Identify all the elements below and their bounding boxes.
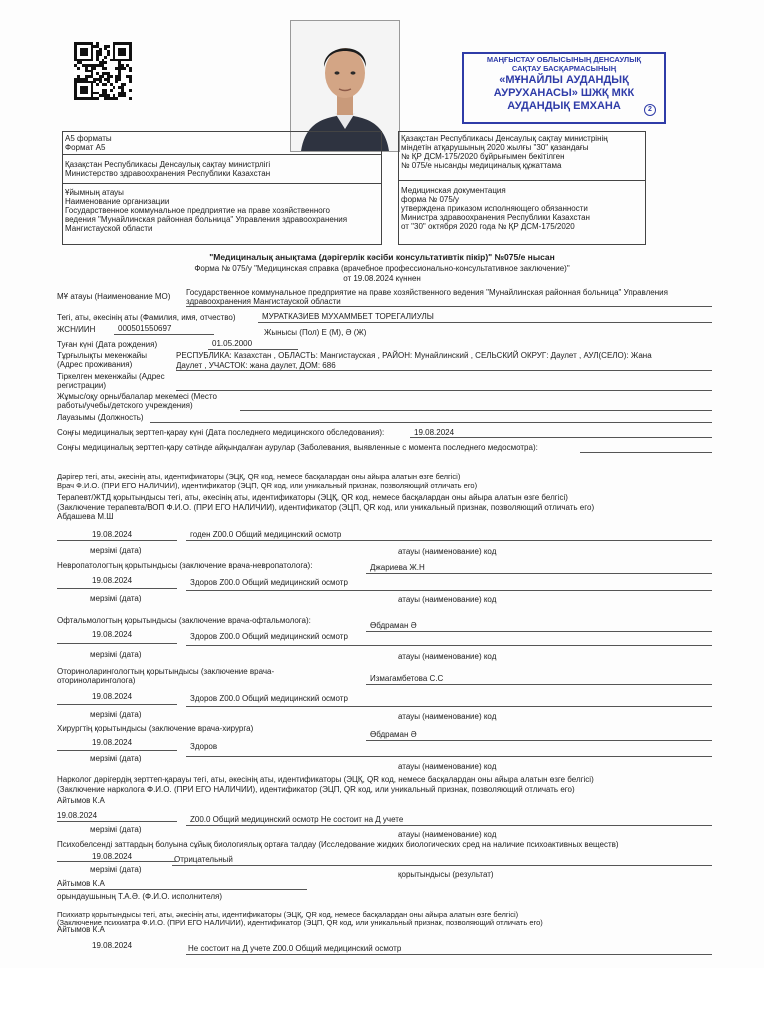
format-ru: Формат А5 [65,143,106,152]
ent-conclusion: Здоров Z00.0 Общий медицинский осмотр [190,694,348,703]
mo-value: Государственное коммунальное предприятие на праве хозяйственного ведения "Мунайлинская районная больница" Управления [186,288,668,297]
therapist-header-ru: (Заключение терапевта/ВОП Ф.И.О. (ПРИ ЕГО НАЛИЧИИ), идентификатор (ЭЦП, QR код, или уникальный признак, позволяющий отличать его) [57,503,595,512]
registration-label: Тіркелген мекенжайы (Адрес [57,372,165,381]
approval-ru: от "30" октября 2020 года № ҚР ДСМ-175/2020 [401,222,575,231]
last-exam-value: 19.08.2024 [414,428,455,437]
approval-ru: форма № 075/у [401,195,460,204]
org-name: Мангистауской области [65,224,153,233]
psychiatrist-name: Айтымов К.А [57,925,105,934]
approval-ru: Медицинская документация [401,186,506,195]
gender-label: Жынысы (Пол) Е (М), Ә (Ж) [264,328,367,337]
dob-label: Туған күні (Дата рождения) [57,340,158,349]
term-label: мерзімі (дата) [90,825,142,834]
approval-ru: Министра здравоохранения Республики Казахстан [401,213,590,222]
psychiatrist-conclusion: Не состоит на Д учете Z00.0 Общий медицинский осмотр [188,944,402,953]
iin-value: 000501550697 [118,324,172,333]
ent-label: Оториноларингологтың қорытындысы (заключение врача- [57,667,275,676]
organization-stamp [462,52,666,124]
code-label: атауы (наименование) код [398,830,497,839]
org-label-ru: Наименование организации [65,197,170,206]
term-label: мерзімі (дата) [90,865,142,874]
term-label: мерзімі (дата) [90,594,142,603]
code-label: атауы (наименование) код [398,595,497,604]
address-label: Тұрғылықты мекенжайы [57,351,147,360]
form-date: от 19.08.2024 күннен [343,274,421,283]
code-label: атауы (наименование) код [398,762,497,771]
org-name: Государственное коммунальное предприятие на праве хозяйственного [65,206,330,215]
iin-label: ЖСН/ИИН [57,325,96,334]
term-label: мерзімі (дата) [90,754,142,763]
work-label: работы/учебы/детского учреждения) [57,401,193,410]
address-label: (Адрес проживания) [57,360,133,369]
stamp-line: МАҢҒЫСТАУ ОБЛЫСЫНЫҢ ДЕНСАУЛЫҚ [486,55,642,64]
stamp-line: АУДАНДЫҚ ЕМХАНА [507,99,621,112]
term-label: мерзімі (дата) [90,710,142,719]
ophthalmologist-date: 19.08.2024 [92,630,133,639]
form-title-kz: "Медициналық анықтама (дәрігерлік кәсіби консультативтік пікір)" №075/е нысан [209,252,555,262]
fio-value: МУРАТКАЗИЕВ МУХАММБЕТ ТОРЕГАЛИУЛЫ [262,312,434,321]
surgeon-label: Хирургтің қорытындысы (заключение врача-хирурга) [57,724,254,733]
ministry-kz: Қазақстан Республикасы Денсаулық сақтау министрлігі [65,160,271,169]
narcologist-conclusion: Z00.0 Общий медицинский осмотр Не состоит на Д учете [190,815,404,824]
approval-kz: № ҚР ДСМ-175/2020 бұйрығымен бекітілген [401,152,565,161]
psychoactive-date: 19.08.2024 [92,852,133,861]
ent-label: оториноларинголога) [57,676,136,685]
performer-name: Айтымов К.А [57,879,105,888]
psychoactive-result: Отрицательный [174,855,233,864]
address-value: Даулет , УЧАСТОК: жана даулет, ДОМ: 686 [176,361,336,370]
stamp-line: АУРУХАНАСЫ» ШЖҚ МКК [493,86,635,99]
therapist-header-kz: Терапевт/ЖТД қорытындысы тегі, аты, әкесінің аты, идентификаторы (ЭЦҚ, QR код, немесе басқалардан оны айыра алатын өзге белгісі) [57,493,568,502]
approval-kz: № 075/е нысанды медициналық құжаттама [401,161,562,170]
stamp-line: САҚТАУ БАСҚАРМАСЫНЫҢ [511,63,617,73]
form-title-ru: Форма № 075/у "Медицинская справка (врачебное профессионально-консультативное заключение)" [194,264,570,273]
narcologist-header-kz: Нарколог дәрігердің зерттеп-қарауы тегі, аты, әкесінің аты, идентификаторы (ЭЦҚ, QR код, немесе басқалардан оны айыра алатын өзге белгісі) [57,775,594,784]
qr-code [74,42,132,100]
ophthalmologist-conclusion: Здоров Z00.0 Общий медицинский осмотр [190,632,348,641]
stamp-number: 2 [644,104,656,116]
code-label: атауы (наименование) код [398,712,497,721]
org-name: ведения "Мунайлинская районная больница" Управления здравоохранения [65,215,348,224]
format-kz: А5 форматы [65,134,112,143]
mo-value: здравоохранения Мангистауской области [186,297,341,306]
therapist-name: Абдашева М.Ш [57,512,114,521]
neurologist-date: 19.08.2024 [92,576,133,585]
psychiatrist-header-ru: (Заключение психиатра Ф.И.О. (ПРИ ЕГО НАЛИЧИИ), идентификатор (ЭЦП, QR код, или уникальный признак, позволяющий отличать его) [57,918,543,927]
doctor-header-ru: Врач Ф.И.О. (ПРИ ЕГО НАЛИЧИИ), идентификатор (ЭЦП, QR код, или уникальный признак, позволяющий отличать его) [57,481,478,490]
mo-label: МҰ атауы (Наименование МО) [57,292,171,301]
code-label: атауы (наименование) код [398,547,497,556]
surgeon-date: 19.08.2024 [92,738,133,747]
term-label: мерзімі (дата) [90,650,142,659]
surgeon-conclusion: Здоров [190,742,218,751]
registration-label: регистрации) [57,381,107,390]
position-label: Лауазымы (Должность) [57,413,144,422]
neurologist-conclusion: Здоров Z00.0 Общий медицинский осмотр [190,578,348,587]
therapist-conclusion: годен Z00.0 Общий медицинский осмотр [190,530,342,539]
narcologist-date: 19.08.2024 [57,811,98,820]
psychiatrist-date: 19.08.2024 [92,941,133,950]
stamp-line: «МҰНАЙЛЫ АУДАНДЫҚ [499,74,629,87]
code-label: атауы (наименование) код [398,652,497,661]
ministry-ru: Министерство здравоохранения Республики Казахстан [65,169,271,178]
psychiatrist-header-kz: Психиатр қорытындысы тегі, аты, әкесінің аты, идентификаторы (ЭЦҚ, QR код, немесе басқалардан оны айыра алатын өзге белгісі) [57,910,519,919]
last-exam-label: Соңғы медициналық зерттеп-қарау күні (Дата последнего медицинского обследования): [57,428,385,437]
org-label-kz: Ұйымның атауы [65,188,124,197]
performer-label: орындаушының Т.А.Ә. (Ф.И.О. исполнителя) [57,892,222,901]
ophthalmologist-label: Офтальмологтың қорытындысы (заключение врача-офтальмолога): [57,616,311,625]
approval-ru: утверждена приказом исполняющего обязанности [401,204,588,213]
therapist-date: 19.08.2024 [92,530,133,539]
header-left-box [62,131,382,245]
dob-value: 01.05.2000 [212,339,253,348]
result-label: қорытындысы (результат) [398,870,494,879]
work-label: Жұмыс/оқу орны/балалар мекемесі (Место [57,392,217,401]
term-label: мерзімі (дата) [90,546,142,555]
doctor-header-kz: Дәрігер тегі, аты, әкесінің аты, идентификаторы (ЭЦҚ, QR код, немесе басқалардан оны айыра алатын өзге белгісі) [57,472,461,481]
header-right-box [398,131,646,245]
fio-label: Тегі, аты, әкесінің аты (Фамилия, имя, отчество) [57,313,236,322]
ent-date: 19.08.2024 [92,692,133,701]
psychoactive-label: Психобелсенді заттардың болуына сұйық биологиялық ортаға талдау (Исследование жидких биологических сред на наличие психоактивных веществ) [57,840,619,849]
ophthalmologist-doctor: Өбдраман Ә [370,621,417,630]
diseases-label: Соңғы медициналық зерттеп-қару сәтінде айқындалған аурулар (Заболевания, выявленные с момента последнего медосмотра): [57,443,538,452]
surgeon-doctor: Өбдраман Ә [370,730,417,739]
address-value: РЕСПУБЛИКА: Казахстан , ОБЛАСТЬ: Мангистауская , РАЙОН: Мунайлинский , СЕЛЬСКИЙ ОКРУГ: Даулет , АУЛ(СЕЛО): Жана [176,351,652,360]
neurologist-doctor: Джариева Ж.Н [370,563,425,572]
neurologist-label: Невропатологтың қорытындысы (заключение врача-невропатолога): [57,561,313,570]
ent-doctor: Измагамбетова С.С [370,674,444,683]
narcologist-header-ru: (Заключение нарколога Ф.И.О. (ПРИ ЕГО НАЛИЧИИ), идентификатор (ЭЦП, QR код, или уникальный признак, позволяющий отличать его) [57,785,575,794]
approval-kz: міндетін атқарушының 2020 жылғы "30" қазандағы [401,143,589,152]
approval-kz: Қазақстан Республикасы Денсаулық сақтау министрінің [401,134,608,143]
narcologist-name: Айтымов К.А [57,796,105,805]
